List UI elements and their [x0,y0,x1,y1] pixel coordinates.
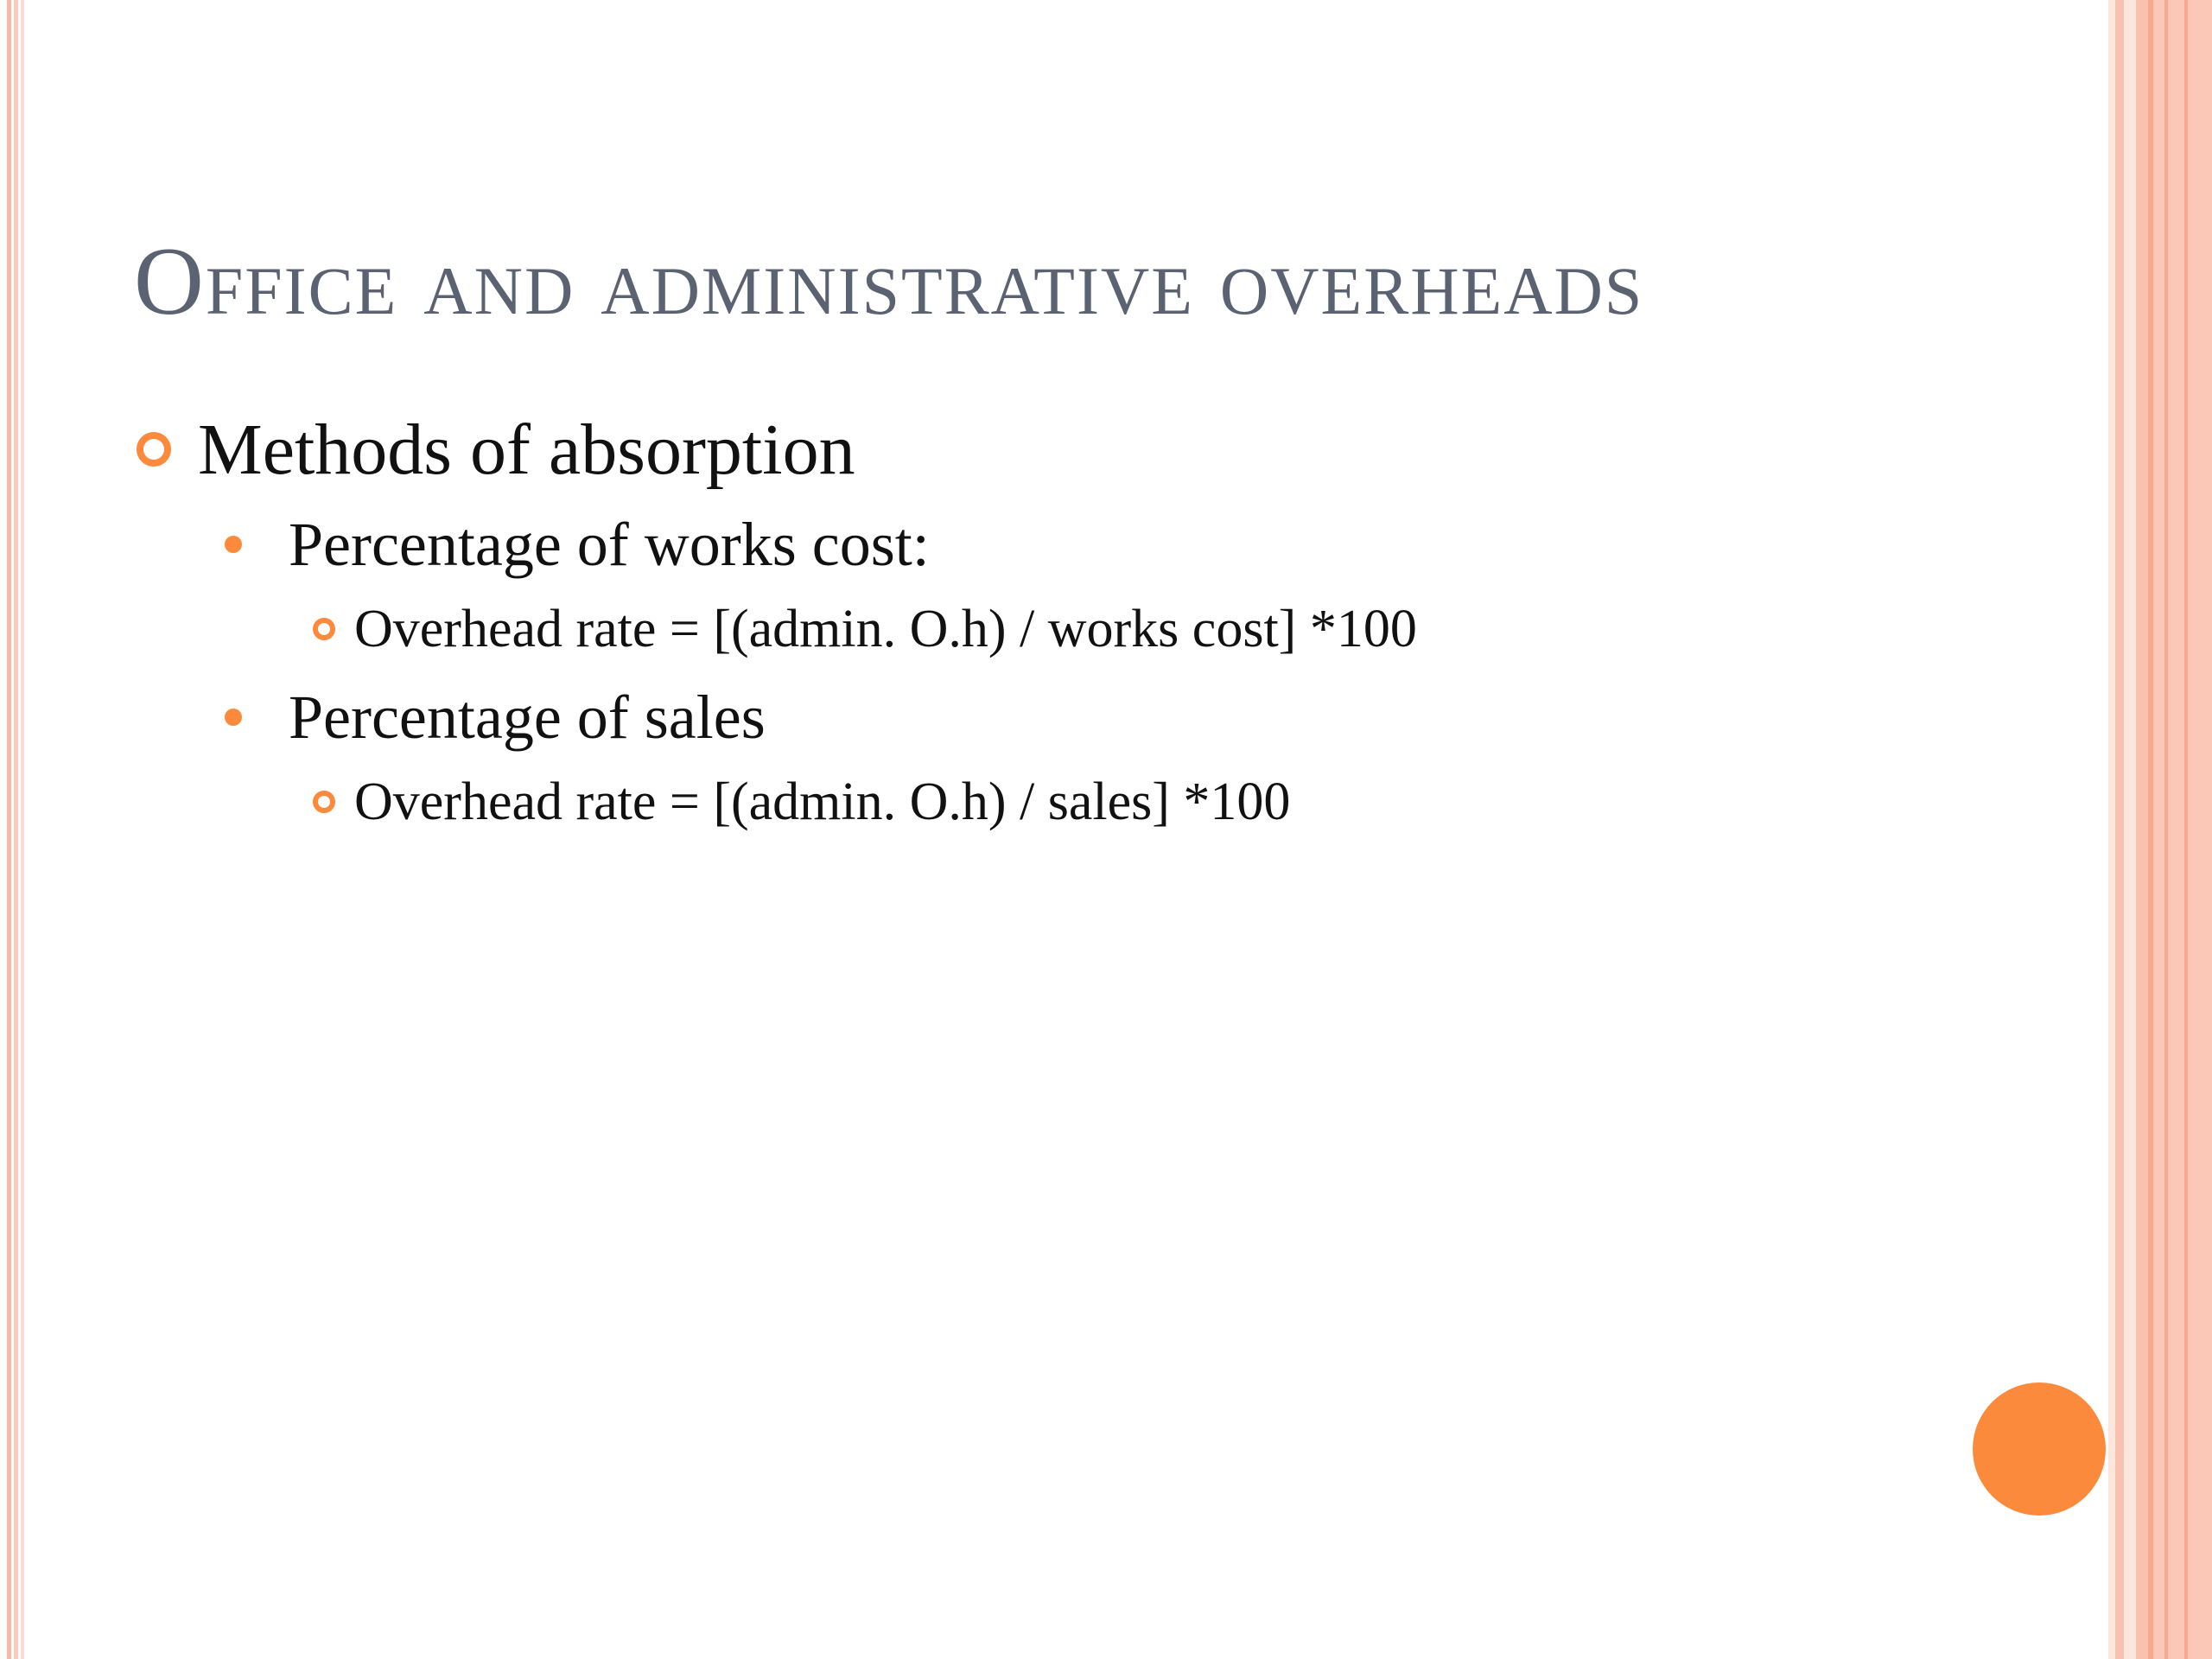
right-border-band [2115,0,2124,1659]
left-border-stripe [21,0,24,1659]
bullet-level-2 [225,678,766,756]
right-border-band [2184,0,2188,1659]
bullet-text: Percentage of works cost: [289,509,930,579]
bullet-level-1 [137,399,855,499]
dot-bullet-icon [225,709,242,726]
ring-bullet-icon [137,432,171,467]
bullet-text: Percentage of sales [289,682,766,752]
formula-text: Overhead rate = [(admin. O.h) / sales] *100 [354,772,1291,831]
decorative-circle [1973,1382,2106,1516]
slide-title: Office and administrative overheads [134,228,1644,335]
bullet-level-3 [313,596,1417,662]
ring-bullet-icon [313,618,335,640]
right-border-band [2164,0,2168,1659]
ring-bullet-icon [313,791,335,813]
bullet-level-3 [313,769,1290,835]
formula-text: Overhead rate = [(admin. O.h) / works cost] *100 [354,599,1417,658]
right-border-band [2124,0,2136,1659]
right-border-band [2136,0,2148,1659]
dot-bullet-icon [225,536,242,553]
bullet-text: Methods of absorption [198,409,855,490]
left-border-stripe [14,0,18,1659]
right-border-band [2153,0,2212,1659]
bullet-level-2 [225,505,930,583]
right-border-band [2108,0,2115,1659]
left-border-stripe [7,0,11,1659]
